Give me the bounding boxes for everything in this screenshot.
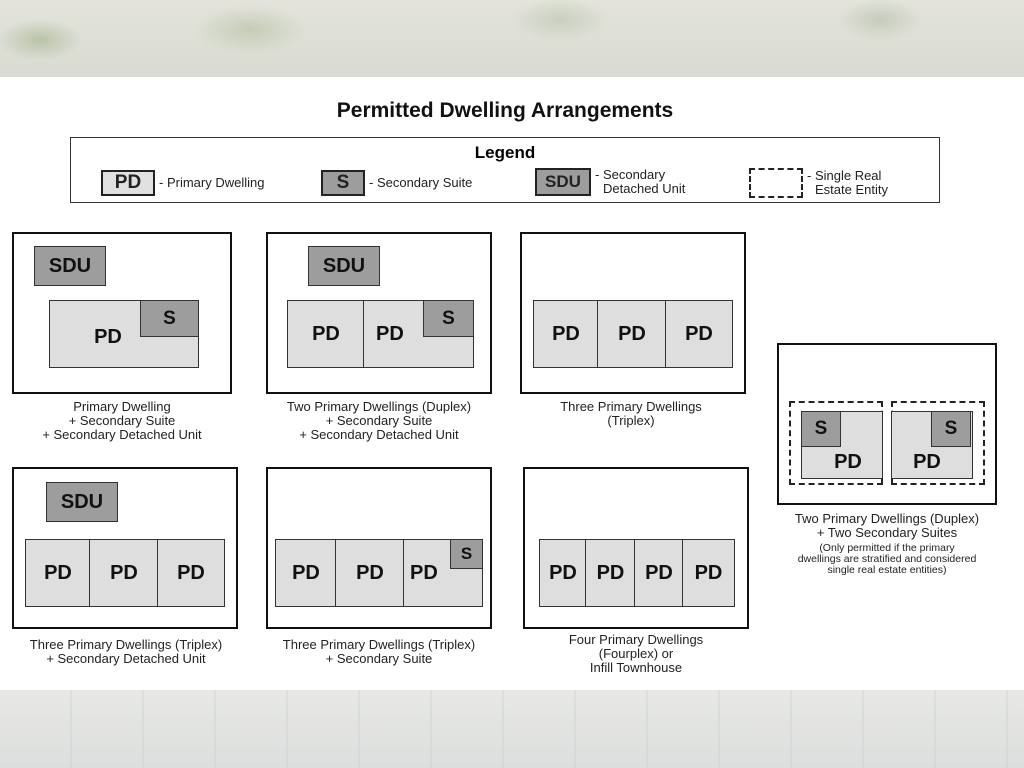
caption-line: + Secondary Suite bbox=[68, 413, 176, 428]
pd-block: PD bbox=[363, 300, 474, 368]
aerial-photo-top bbox=[0, 0, 1024, 77]
s-block: S bbox=[931, 411, 971, 447]
s-block: S bbox=[140, 300, 199, 337]
caption-line: + Secondary Suite bbox=[325, 413, 433, 428]
legend-pd-text: - Primary Dwelling bbox=[159, 175, 265, 190]
caption-line: + Secondary Detached Unit bbox=[46, 651, 206, 666]
caption-line: Infill Townhouse bbox=[589, 660, 683, 675]
legend-item-sdu bbox=[535, 168, 685, 196]
caption-panel-6 bbox=[254, 638, 504, 666]
legend-sdu-box: SDU bbox=[535, 168, 591, 196]
page-title: Permitted Dwelling Arrangements bbox=[336, 99, 674, 122]
caption-note bbox=[762, 543, 1012, 576]
pd-block: PD bbox=[89, 539, 159, 607]
pd-block: PD bbox=[275, 539, 337, 607]
caption-line: Three Primary Dwellings bbox=[560, 399, 702, 414]
panel-primary-suite-sdu bbox=[12, 232, 232, 394]
pd-block: PD bbox=[539, 539, 587, 607]
caption-line: Two Primary Dwellings (Duplex) bbox=[286, 399, 472, 414]
legend-pd-box: PD bbox=[101, 170, 155, 196]
caption-line: Primary Dwelling bbox=[73, 399, 171, 414]
pd-block: PD bbox=[891, 411, 973, 479]
pd-block: PD bbox=[682, 539, 735, 607]
caption-note-line: dwellings are stratified and considered bbox=[797, 553, 977, 565]
pd-block: PD bbox=[25, 539, 91, 607]
legend-s-box: S bbox=[321, 170, 365, 196]
legend-sdu-text-line2: Detached Unit bbox=[603, 181, 686, 196]
legend-sdu-text-line1: - Secondary bbox=[595, 167, 666, 182]
caption-panel-2 bbox=[256, 400, 502, 442]
caption-line: + Secondary Suite bbox=[325, 651, 433, 666]
legend-item-suite bbox=[321, 170, 472, 196]
legend-title: Legend bbox=[474, 143, 536, 162]
caption-line: Three Primary Dwellings (Triplex) bbox=[282, 637, 476, 652]
pd-block: PD bbox=[585, 539, 636, 607]
caption-panel-5 bbox=[0, 638, 252, 666]
panel-triplex bbox=[520, 232, 746, 394]
caption-line: + Secondary Detached Unit bbox=[42, 427, 202, 442]
legend bbox=[70, 137, 940, 203]
pd-block: PD bbox=[287, 300, 365, 368]
caption-line: (Fourplex) or bbox=[598, 646, 674, 661]
caption-panel-3 bbox=[520, 400, 742, 428]
sdu-block: SDU bbox=[46, 482, 118, 522]
panel-triplex-sdu bbox=[12, 467, 238, 629]
aerial-photo-bottom bbox=[0, 690, 1024, 768]
s-block: S bbox=[801, 411, 841, 447]
panel-fourplex bbox=[523, 467, 749, 629]
pd-block: PD bbox=[801, 411, 883, 479]
pd-block: PD bbox=[533, 300, 599, 368]
s-block: S bbox=[423, 300, 474, 337]
pd-block: PD bbox=[597, 300, 667, 368]
caption-line: Four Primary Dwellings bbox=[568, 632, 704, 647]
caption-note-line: single real estate entities) bbox=[827, 564, 947, 576]
caption-line: Two Primary Dwellings (Duplex) bbox=[794, 511, 980, 526]
pd-block: PD bbox=[403, 539, 483, 607]
panel-duplex-two-suites bbox=[777, 343, 997, 505]
pd-block: PD bbox=[634, 539, 684, 607]
pd-block: PD bbox=[157, 539, 225, 607]
legend-sdu-text bbox=[595, 168, 685, 196]
s-block: S bbox=[450, 539, 483, 569]
pd-block: PD bbox=[335, 539, 405, 607]
caption-line: + Secondary Detached Unit bbox=[299, 427, 459, 442]
legend-sre-text bbox=[807, 169, 888, 197]
legend-item-single-entity bbox=[749, 168, 888, 198]
sdu-block: SDU bbox=[34, 246, 106, 286]
caption-line: Three Primary Dwellings (Triplex) bbox=[29, 637, 223, 652]
legend-sre-text-line2: Estate Entity bbox=[815, 182, 888, 197]
legend-dashed-box bbox=[749, 168, 803, 198]
caption-line: + Two Secondary Suites bbox=[816, 525, 958, 540]
panel-triplex-suite bbox=[266, 467, 492, 629]
caption-line: (Triplex) bbox=[607, 413, 655, 428]
caption-panel-4 bbox=[762, 512, 1012, 576]
legend-item-primary bbox=[101, 170, 264, 196]
pd-block: PD bbox=[665, 300, 733, 368]
caption-panel-7 bbox=[523, 633, 749, 675]
legend-sre-text-line1: - Single Real bbox=[807, 168, 882, 183]
pd-label: PD bbox=[94, 325, 122, 348]
panel-duplex-suite-sdu bbox=[266, 232, 492, 394]
caption-panel-1 bbox=[12, 400, 232, 442]
legend-s-text: - Secondary Suite bbox=[369, 175, 473, 190]
caption-note-line: (Only permitted if the primary bbox=[819, 542, 955, 554]
sdu-block: SDU bbox=[308, 246, 380, 286]
